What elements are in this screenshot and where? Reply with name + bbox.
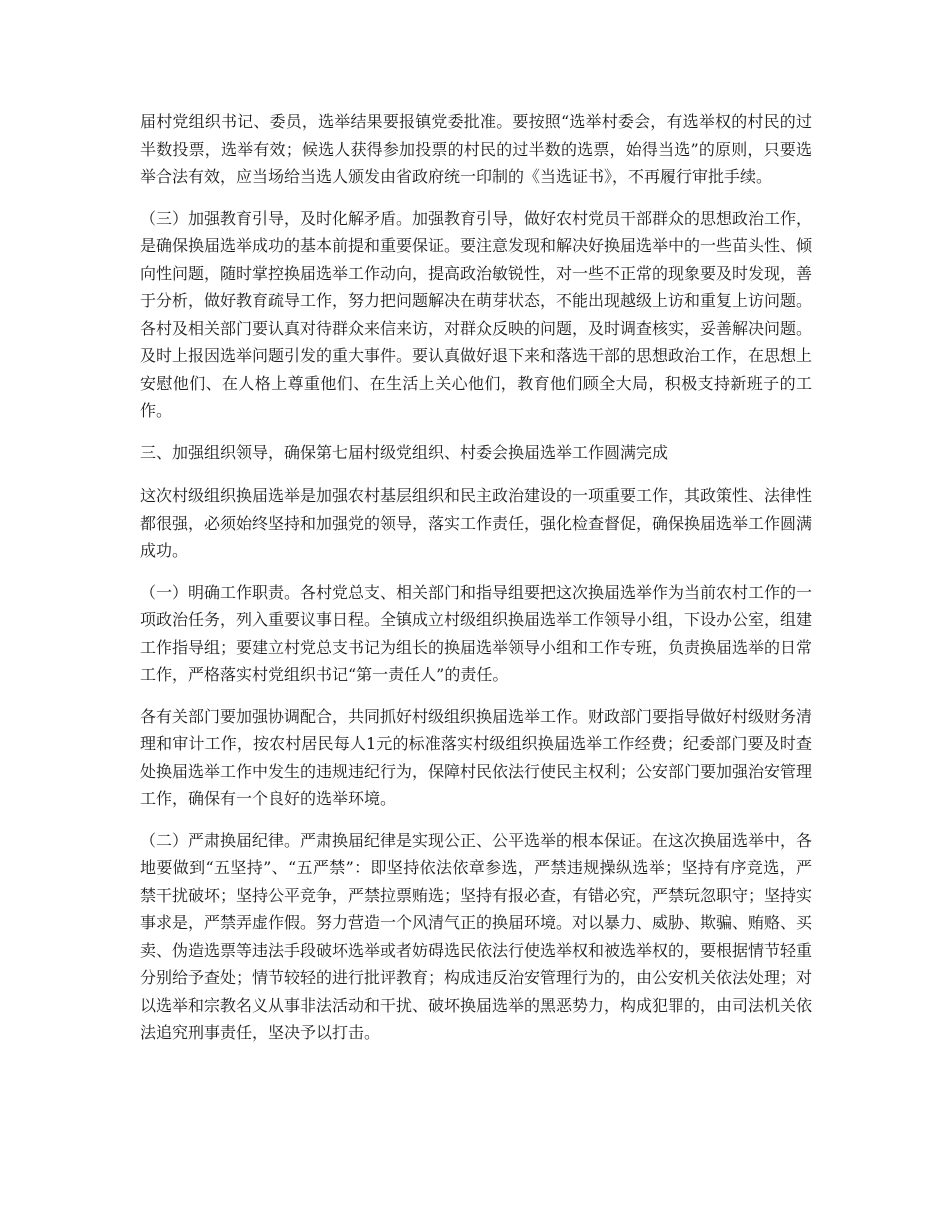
paragraph-election-discipline: （二）严肃换届纪律。严肃换届纪律是实现公正、公平选举的根本保证。在这次换届选举中，各地要做到“五坚持”、“五严禁”：即坚持依法依章参选，严禁违规操纵选举；坚持有序竞选，严禁干扰破坏；坚持公平竞争，严禁拉票贿选；坚持有报必查，有错必究，严禁玩忽职守；坚持实事求是，严禁弄虚作假。努力营造一个风清气正的换届环境。对以暴力、威胁、欺骗、贿赂、买卖、伪造选票等违法手段破坏选举或者妨碍选民依法行使选举权和被选举权的，要根据情节轻重分别给予查处；情节较轻的进行批评教育；构成违反治安管理行为的，由公安机关依法处理；对以选举和宗教名义从事非法活动和干扰、破坏换届选举的黑恶势力，构成犯罪的，由司法机关依法追究刑事责任，坚决予以打击。 <box>140 830 813 1042</box>
paragraph-election-approval: 届村党组织书记、委员，选举结果要报镇党委批准。要按照“选举村委会，有选举权的村民的过半数投票，选举有效；候选人获得参加投票的村民的过半数的选票，始得当选”的原则，只要选举合法有效，应当场给当选人颁发由省政府统一印制的《当选证书》，不再履行审批手续。 <box>140 112 812 186</box>
paragraph-department-coordination: 各有关部门要加强协调配合，共同抓好村级组织换届选举工作。财政部门要指导做好村级财务清理和审计工作，按农村居民每人1元的标准落实村级组织换届选举工作经费；纪委部门要及时查处换届选举工作中发生的违规违纪行为，保障村民依法行使民主权利；公安部门要加强治安管理工作，确保有一个良好的选举环境。 <box>140 706 813 808</box>
paragraph-work-responsibilities: （一）明确工作职责。各村党总支、相关部门和指导组要把这次换届选举作为当前农村工作的一项政治任务，列入重要议事日程。全镇成立村级组织换届选举工作领导小组，下设办公室，组建工作指导组；要建立村党总支书记为组长的换届选举领导小组和工作专班，负责换届选举的日常工作，严格落实村党组织书记“第一责任人”的责任。 <box>140 582 813 684</box>
paragraph-section-intro: 这次村级组织换届选举是加强农村基层组织和民主政治建设的一项重要工作，其政策性、法律性都很强，必须始终坚持和加强党的领导，落实工作责任，强化检查督促，确保换届选举工作圆满成功。 <box>140 486 813 560</box>
section-heading-organization-leadership: 三、加强组织领导，确保第七届村级党组织、村委会换届选举工作圆满完成 <box>140 442 669 462</box>
document-page <box>140 108 812 1061</box>
paragraph-education-guidance: （三）加强教育引导，及时化解矛盾。加强教育引导，做好农村党员干部群众的思想政治工作，是确保换届选举成功的基本前提和重要保证。要注意发现和解决好换届选举中的一些苗头性、倾向性问题，随时掌控换届选举工作动向，提高政治敏锐性，对一些不正常的现象要及时发现，善于分析，做好教育疏导工作，努力把问题解决在萌芽状态，不能出现越级上访和重复上访问题。各村及相关部门要认真对待群众来信来访，对群众反映的问题，及时调查核实，妥善解决问题。及时上报因选举问题引发的重大事件。要认真做好退下来和落选干部的思想政治工作，在思想上安慰他们、在人格上尊重他们、在生活上关心他们，教育他们顾全大局，积极支持新班子的工作。 <box>140 208 813 420</box>
